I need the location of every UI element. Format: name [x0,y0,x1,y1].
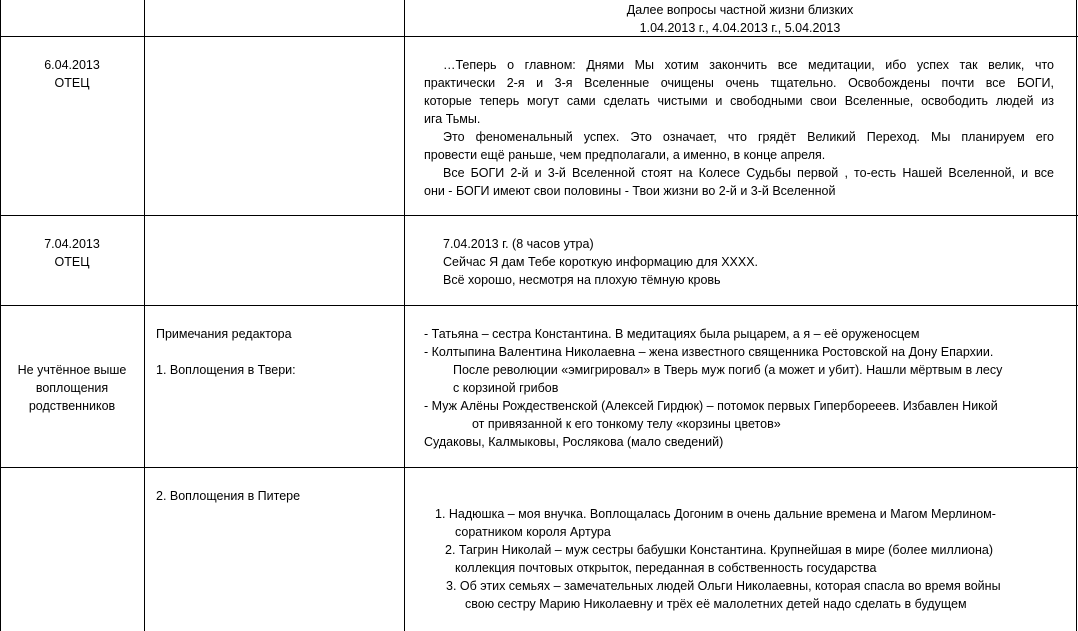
row3-text-line: с корзиной грибов [453,381,559,395]
row1-text-line: практически 2-я и 3-я Вселенные очищены очень тщательно. Освобождены почти все БОГИ, [424,76,1054,90]
row1-text-line: они - БОГИ имеют свои половины - Твои жизни во 2-й и 3-й Вселенной [424,184,836,198]
row3-label-line: воплощения [35,381,109,395]
row1-text-line: Все БОГИ 2-й и 3-й Вселенной стоят на Колесе Судьбы первой , то-есть Нашей Вселенной, и все [443,166,1054,180]
row4-text-line: 1. Надюшка – моя внучка. Воплощалась Догоним в очень дальние времена и Магом Мерлином- [435,507,996,521]
row2-date: 7.04.2013 [44,237,100,251]
row3-text-line: После революции «эмигрировал» в Тверь муж погиб (а может и убит). Нашли мёртвым в лесу [453,363,1003,377]
row4-text-line: коллекция почтовых открыток, переданная в собственность государства [455,561,877,575]
piter-incarnations-heading: 2. Воплощения в Питере [156,489,301,503]
row-divider [0,467,1078,468]
header-title: Далее вопросы частной жизни близких [626,3,854,17]
header-dates: 1.04.2013 г., 4.04.2013 г., 5.04.2013 [639,21,841,35]
row1-text-line: …Теперь о главном: Днями Мы хотим закончить все медитации, ибо успех так велик, что [443,58,1054,72]
row1-date: 6.04.2013 [44,58,100,72]
tver-incarnations-heading: 1. Воплощения в Твери: [156,363,296,377]
row3-text-line: Судаковы, Калмыковы, Рослякова (мало сведений) [424,435,724,449]
column-divider [1076,0,1077,631]
row-divider [0,215,1078,216]
row3-text-line: от привязанной к его тонкому телу «корзины цветов» [472,417,781,431]
row1-text-line: провести ещё раньше, чем предполагали, а именно, в конце апреля. [424,148,826,162]
row1-text-line: Это феноменальный успех. Это означает, что грядёт Великий Переход. Мы планируем его [443,130,1054,144]
row4-text-line: свою сестру Марию Николаевну и трёх её малолетних детей надо сделать в будущем [465,597,967,611]
row3-text-line: - Муж Алёны Рождественской (Алексей Гирдюк) – потомок первых Гиперборееев. Избавлен Никой [424,399,998,413]
row2-text-line: 7.04.2013 г. (8 часов утра) [443,237,594,251]
row4-text-line: 2. Тагрин Николай – муж сестры бабушки Константина. Крупнейшая в мире (более миллиона) [445,543,994,557]
editor-notes-title: Примечания редактора [156,327,292,341]
row1-text-line: которые теперь могут сами сделать чистыми и свободными свои Вселенные, освободить людей из [424,94,1054,108]
row3-text-line: - Татьяна – сестра Константина. В медитациях была рыцарем, а я – её оруженосцем [424,327,920,341]
row2-text-line: Сейчас Я дам Тебе короткую информацию для ХХХХ. [443,255,759,269]
row4-text-line: соратником короля Артура [455,525,611,539]
row1-text-line: ига Тьмы. [424,112,481,126]
row2-text-line: Всё хорошо, несмотря на плохую тёмную кровь [443,273,721,287]
row2-author: ОТЕЦ [54,255,90,269]
row4-text-line: 3. Об этих семьях – замечательных людей Ольги Николаевны, которая спасла во время войны [446,579,1001,593]
column-divider [0,0,1,631]
row3-text-line: - Колтыпина Валентина Николаевна – жена известного священника Ростовской на Дону Епархии. [424,345,994,359]
column-divider [404,0,405,631]
row1-author: ОТЕЦ [54,76,90,90]
row-divider [0,305,1078,306]
column-divider [144,0,145,631]
row3-label-line: Не учтённое выше [17,363,127,377]
row3-label-line: родственников [28,399,116,413]
